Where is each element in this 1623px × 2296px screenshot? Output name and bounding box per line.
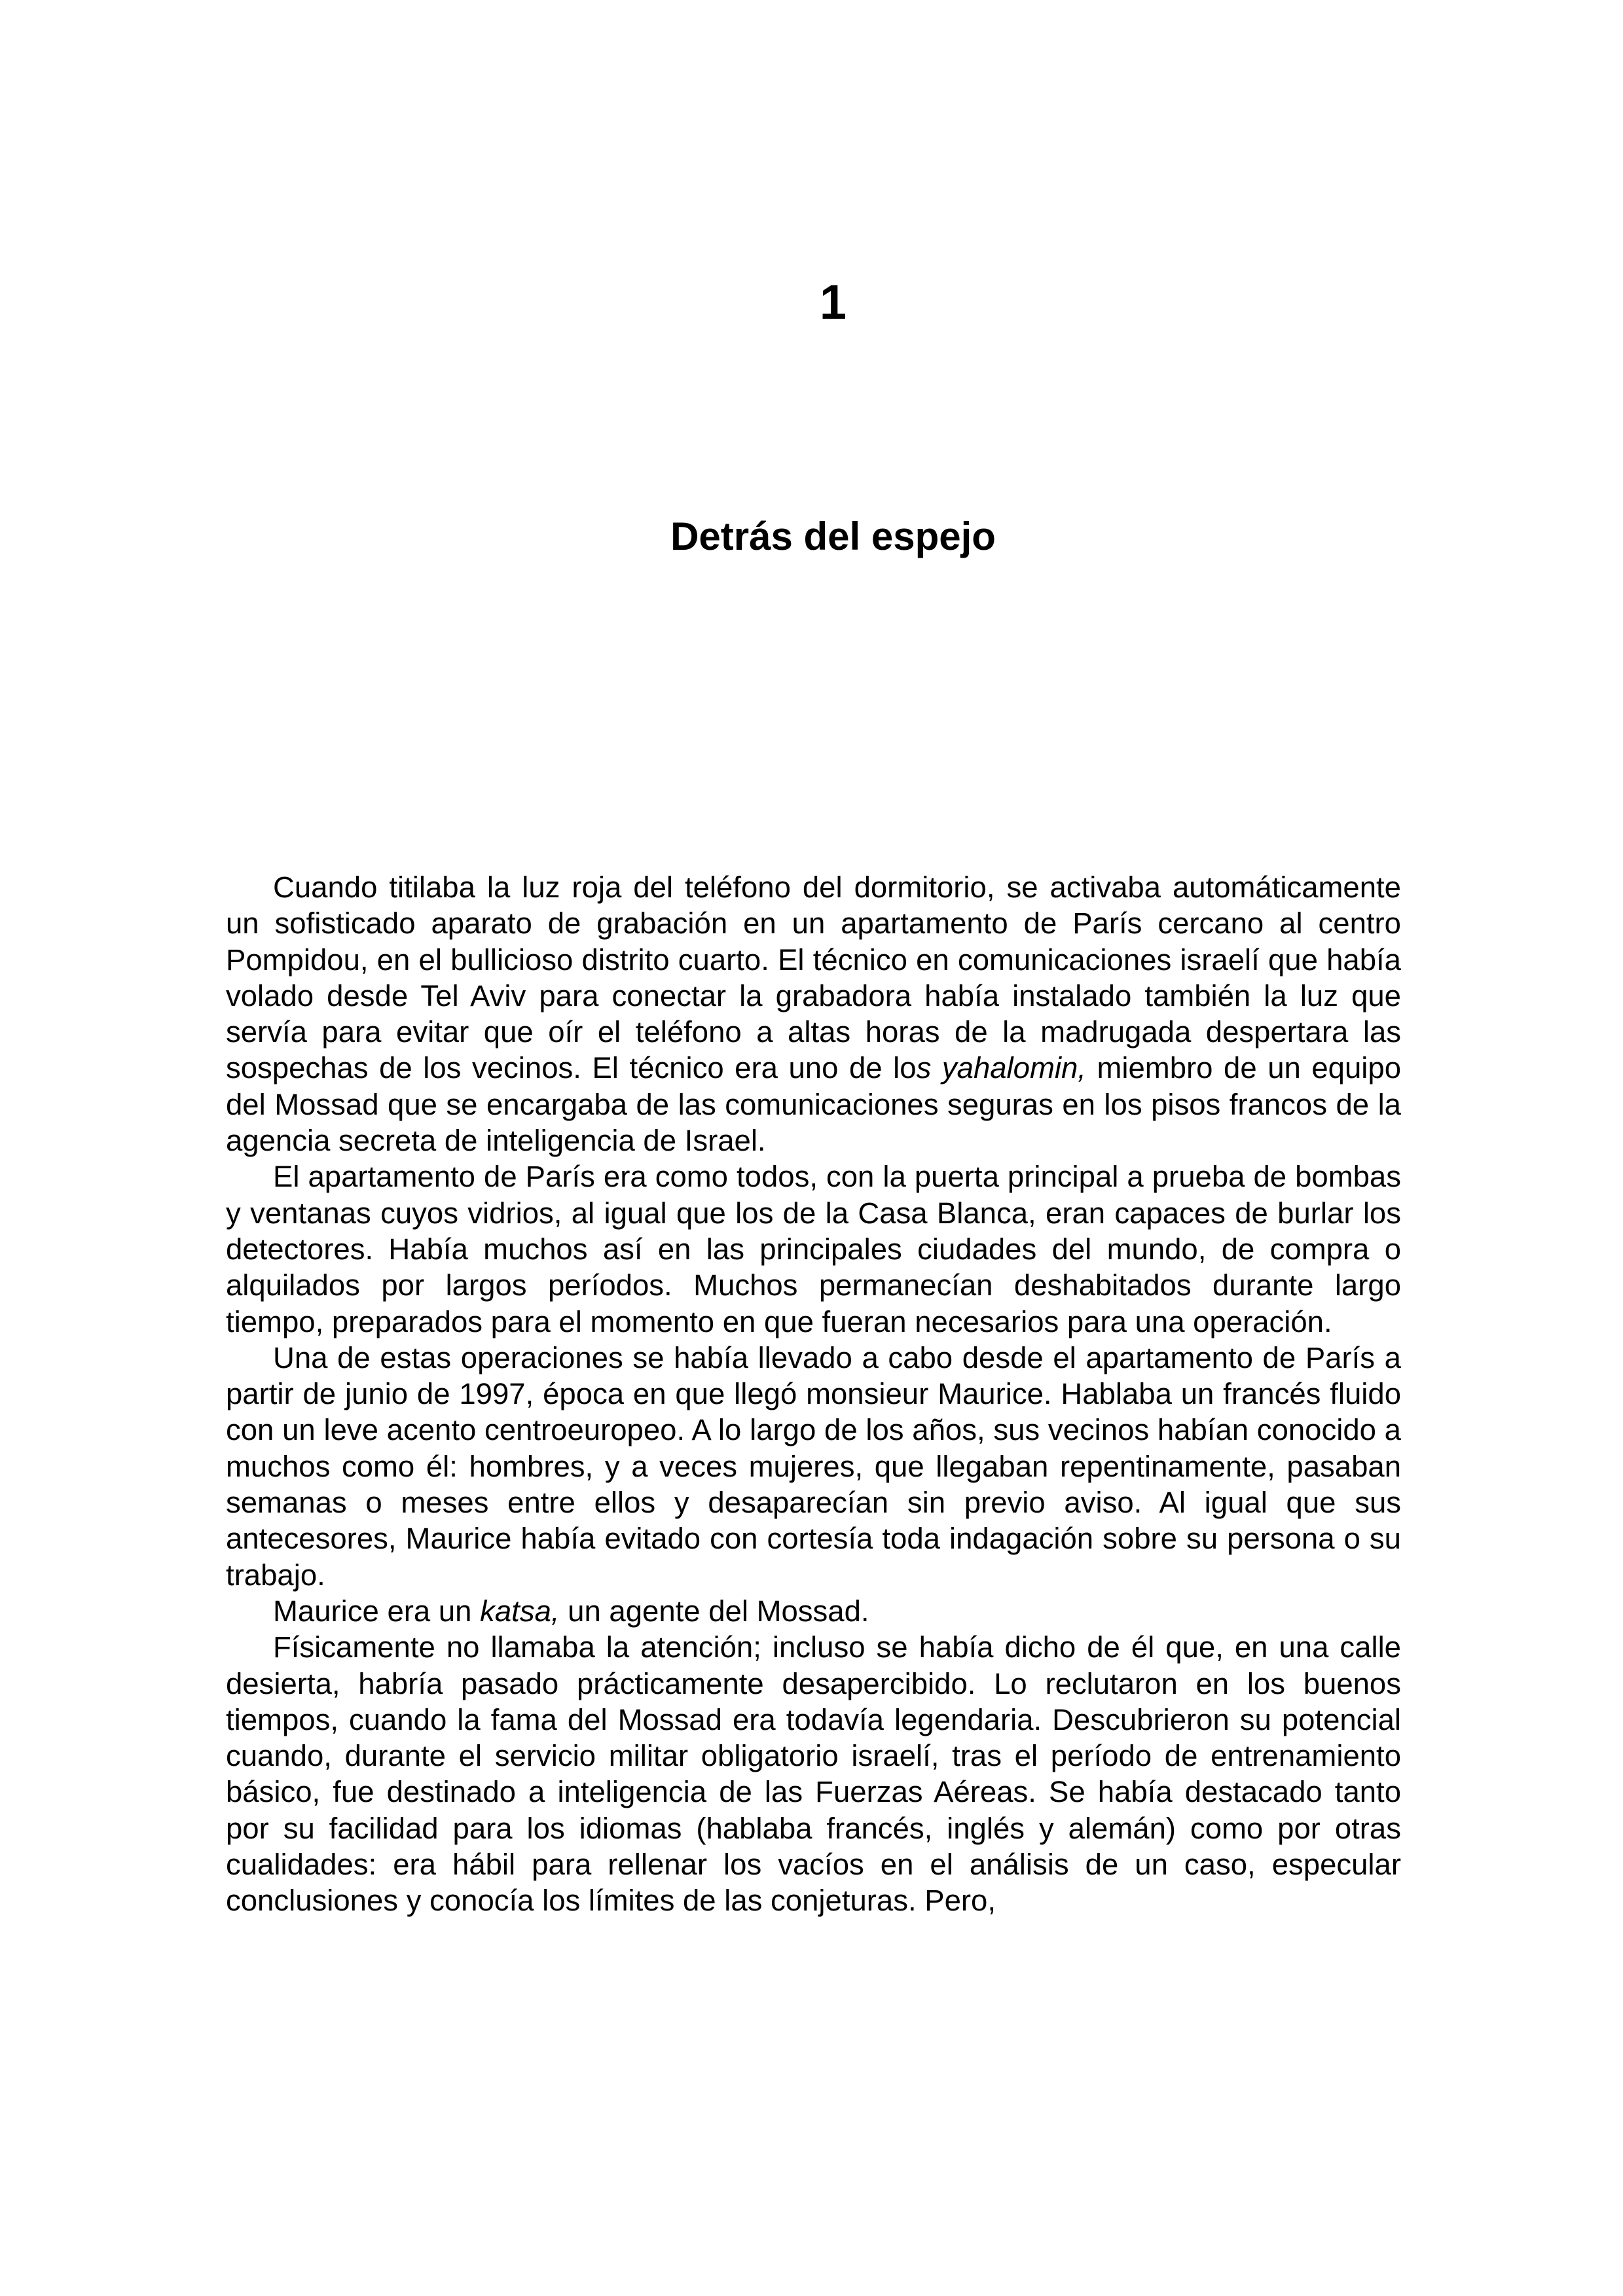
chapter-title: Detrás del espejo: [670, 514, 996, 558]
paragraph-text: Maurice era un: [273, 1594, 481, 1628]
chapter-number: 1: [819, 275, 847, 329]
italic-term: s yahalomin,: [916, 1051, 1086, 1085]
paragraph-text: un agente del Mossad.: [559, 1594, 869, 1628]
paragraph-text: Cuando titilaba la luz roja del teléfono del dormitorio, se activaba automáticamente un sofisticado aparato de grabación en un apartamento de París cercano al centro Pompidou, en el bullicioso distrito cuarto. El técnico en comunicaciones israelí que había volado desde Tel Aviv para conectar la grabadora había instalado también la luz que servía para evitar que oír el teléfono a altas horas de la madrugada despertara las sospechas de los vecinos. El técnico era uno de lo: [226, 870, 1401, 1085]
paragraph-5: [226, 1629, 1401, 1918]
paragraph-text: El apartamento de París era como todos, con la puerta principal a prueba de bombas y ventanas cuyos vidrios, al igual que los de la Casa Blanca, eran capaces de burlar los detectores. Había muchos así en las principales ciudades del mundo, de compra o alquilados por largos períodos. Muchos permanecían deshabitados durante largo tiempo, preparados para el momento en que fueran necesarios para una operación.: [226, 1160, 1401, 1338]
paragraph-text: Una de estas operaciones se había llevado a cabo desde el apartamento de París a partir de junio de 1997, época en que llegó monsieur Maurice. Hablaba un francés fluido con un leve acento centroeuropeo. A lo largo de los años, sus vecinos habían conocido a muchos como él: hombres, y a veces mujeres, que llegaban repentinamente, pasaban semanas o meses entre ellos y desaparecían sin previo aviso. Al igual que sus antecesores, Maurice había evitado con cortesía toda indagación sobre su persona o su trabajo.: [226, 1340, 1401, 1592]
paragraph-text: miembro de un equipo del Mossad que se encargaba de las comunicaciones seguras en los pisos francos de la agencia secreta de inteligencia de Israel.: [226, 1051, 1402, 1158]
paragraph-2: [226, 1158, 1401, 1339]
paragraph-4: [226, 1593, 1401, 1629]
italic-term: katsa,: [480, 1594, 560, 1628]
paragraph-text: Físicamente no llamaba la atención; incluso se había dicho de él que, en una calle desierta, habría pasado prácticamente desapercibido. Lo reclutaron en los buenos tiempos, cuando la fama del Mossad era todavía legendaria. Descubrieron su potencial cuando, durante el servicio militar obligatorio israelí, tras el período de entrenamiento básico, fue destinado a inteligencia de las Fuerzas Aéreas. Se había destacado tanto por su facilidad para los idiomas (hablaba francés, inglés y alemán) como por otras cualidades: era hábil para rellenar los vacíos en el análisis de un caso, especular conclusiones y conocía los límites de las conjeturas. Pero,: [226, 1630, 1401, 1918]
paragraph-1: [226, 869, 1401, 1158]
paragraph-3: [226, 1340, 1401, 1593]
chapter-body: [226, 869, 1401, 1919]
